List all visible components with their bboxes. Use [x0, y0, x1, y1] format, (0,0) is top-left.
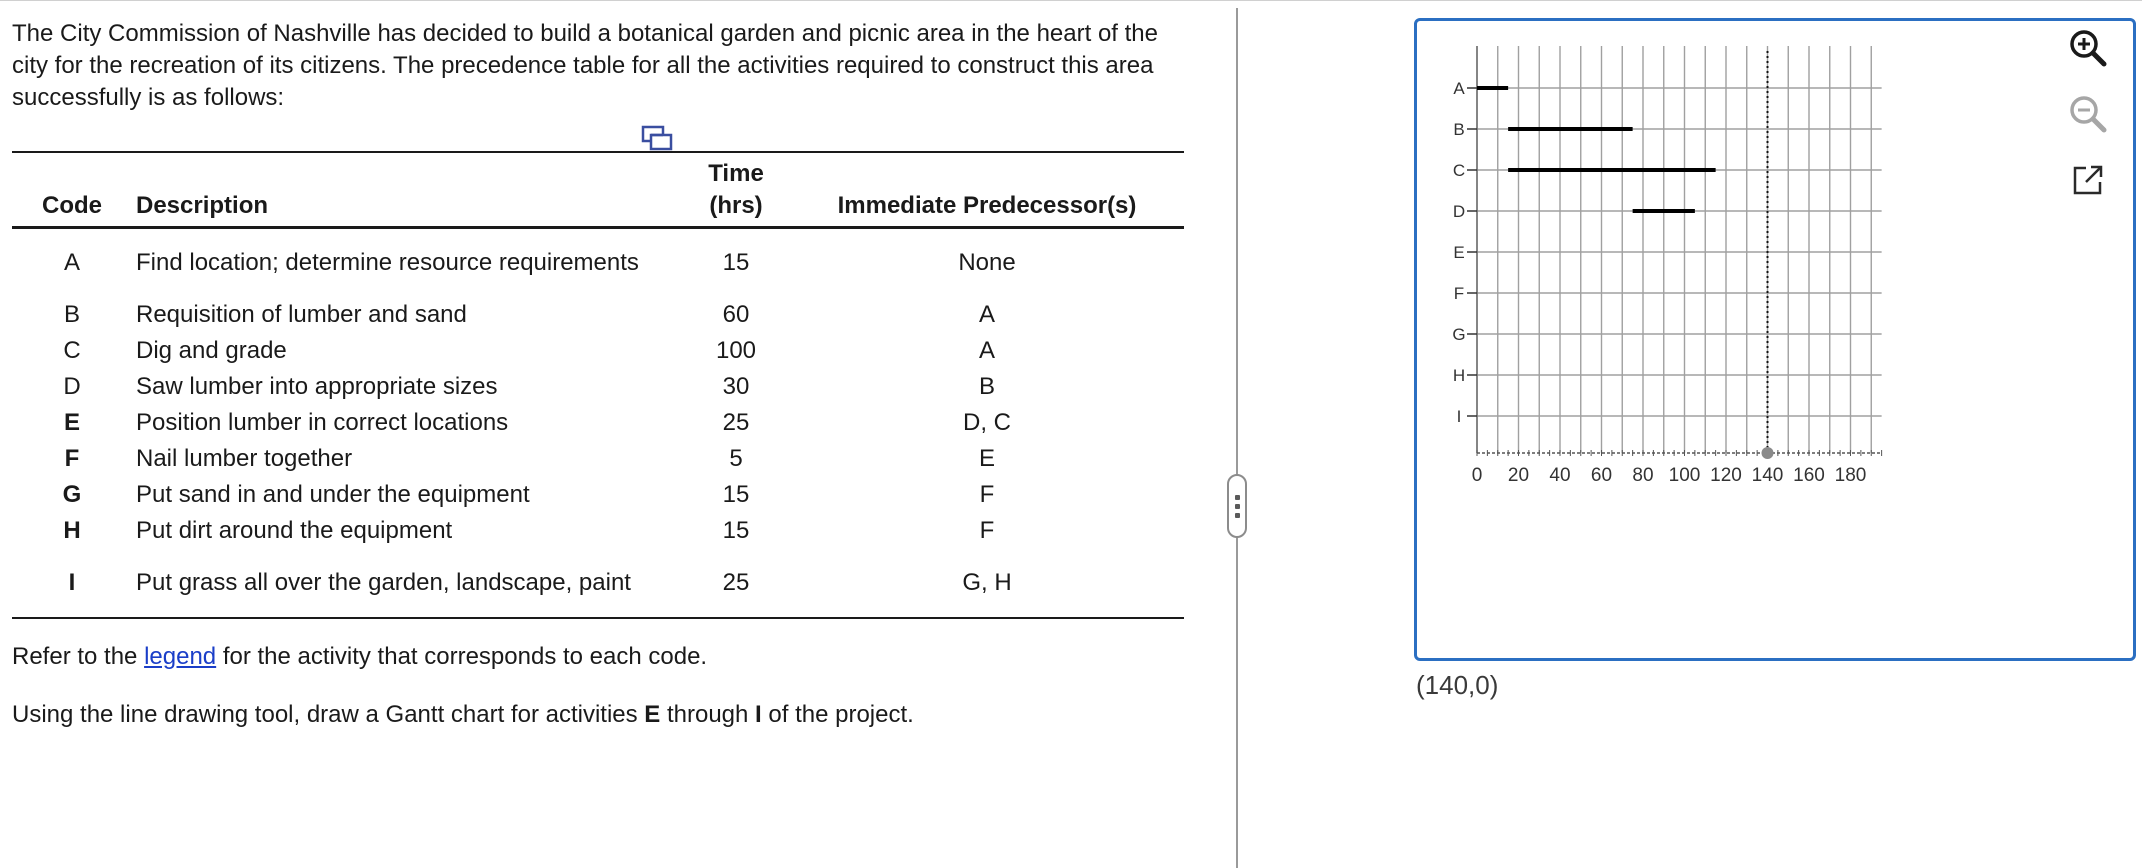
cell-code: B [63, 301, 80, 328]
cell-description: Nail lumber together [136, 445, 353, 472]
cell-code: C [63, 337, 81, 364]
row-label: B [1453, 120, 1465, 139]
row-label: H [1452, 366, 1466, 385]
instruction-bold-e: E [644, 701, 661, 728]
cell-predecessors: D, C [963, 409, 1011, 436]
cell-description: Requisition of lumber and sand [136, 301, 467, 328]
table-row [12, 477, 1184, 513]
cell-code: A [63, 249, 80, 276]
table-row [12, 549, 1184, 618]
cell-time: 60 [722, 301, 750, 328]
cell-time: 30 [722, 373, 750, 400]
cell-code: H [63, 517, 81, 544]
instruction-after: of the project. [761, 701, 914, 728]
header-time-line1: Time [708, 160, 764, 187]
legend-note [12, 643, 707, 671]
instruction-middle: through [660, 701, 756, 728]
x-tick-label: 20 [1507, 465, 1530, 486]
legend-note-before: Refer to the [12, 643, 145, 670]
instruction-before: Using the line drawing tool, draw a Gantt chart for activities [12, 701, 645, 728]
instruction-bold-i: I [755, 701, 762, 728]
x-tick-label: 60 [1590, 465, 1613, 486]
cell-description: Put sand in and under the equipment [136, 481, 530, 508]
x-tick-label: 80 [1632, 465, 1654, 486]
cell-description: Put grass all over the garden, landscape, paint [136, 569, 631, 596]
table-row [12, 333, 1184, 369]
question-panel [12, 18, 1184, 728]
header-time-line2: (hrs) [709, 192, 763, 219]
cell-time: 15 [722, 481, 750, 508]
cell-description: Saw lumber into appropriate sizes [136, 373, 498, 400]
panel-divider [1236, 8, 1238, 868]
cell-code: E [63, 409, 80, 436]
cell-description: Find location; determine resource requirements [136, 249, 639, 276]
copy-table-icon[interactable] [640, 124, 674, 152]
table-row [12, 369, 1184, 405]
cell-time: 15 [722, 249, 750, 276]
zoom-in-icon[interactable] [2064, 24, 2112, 72]
cell-predecessors: E [978, 445, 995, 472]
x-tick-label: 120 [1710, 465, 1742, 486]
graph-tool-frame[interactable] [1414, 18, 2136, 661]
cursor-point [1762, 447, 1774, 459]
cell-predecessors: G, H [962, 569, 1012, 596]
legend-note-after: for the activity that corresponds to each code. [216, 643, 708, 670]
precedence-table [12, 151, 1184, 619]
table-row [12, 441, 1184, 477]
table-row [12, 297, 1184, 333]
legend-link[interactable]: legend [144, 643, 217, 670]
cell-time: 25 [722, 569, 750, 596]
cell-code: I [68, 569, 76, 596]
header-predecessors: Immediate Predecessor(s) [837, 192, 1137, 219]
table-header-row [12, 152, 1184, 228]
x-tick-label: 140 [1751, 465, 1784, 486]
cell-time: 100 [715, 337, 757, 364]
x-tick-label: 40 [1549, 465, 1571, 486]
header-code: Code [42, 192, 102, 219]
cell-description: Dig and grade [136, 337, 287, 364]
x-tick-label: 0 [1471, 465, 1483, 486]
header-time [682, 152, 790, 228]
grip-dot [1235, 495, 1240, 500]
grip-dot [1235, 513, 1240, 518]
cell-code: F [64, 445, 80, 472]
row-label: F [1453, 284, 1465, 303]
cell-description: Position lumber in correct locations [136, 409, 509, 436]
grip-dot [1235, 504, 1240, 509]
table-row [12, 228, 1184, 298]
cell-predecessors: A [978, 337, 995, 364]
cell-code: D [63, 373, 81, 400]
x-tick-label: 100 [1668, 465, 1701, 486]
cell-description: Put dirt around the equipment [136, 517, 453, 544]
x-tick-label: 180 [1834, 465, 1867, 486]
row-label: A [1453, 79, 1465, 98]
cell-time: 5 [729, 445, 743, 472]
cell-predecessors: A [978, 301, 995, 328]
pop-out-icon[interactable] [2064, 156, 2112, 204]
header-description: Description [136, 192, 269, 219]
cell-predecessors: F [979, 517, 995, 544]
cell-time: 25 [722, 409, 750, 436]
x-tick-label: 160 [1793, 465, 1825, 486]
panel-splitter-handle[interactable] [1227, 474, 1247, 538]
cell-predecessors: B [978, 373, 995, 400]
instruction-text [12, 701, 914, 729]
row-label: D [1452, 202, 1466, 221]
cell-predecessors: None [958, 249, 1016, 276]
table-row [12, 513, 1184, 549]
row-label: C [1452, 161, 1466, 180]
cell-predecessors: F [979, 481, 995, 508]
row-label: E [1453, 243, 1465, 262]
table-row [12, 405, 1184, 441]
cell-code: G [62, 481, 82, 508]
intro-text: The City Commission of Nashville has decided to build a botanical garden and picnic area in the heart of the city for the recreation of its citizens. The precedence table for all the activities required to construct this area successfully is as follows: [12, 20, 1158, 111]
row-label: G [1452, 325, 1466, 344]
cell-time: 15 [722, 517, 750, 544]
row-label: I [1456, 407, 1462, 426]
top-border [0, 0, 2142, 1]
gantt-graph[interactable] [1417, 21, 2133, 658]
zoom-out-icon[interactable] [2064, 90, 2112, 138]
cursor-coordinates: (140,0) [1416, 670, 1499, 700]
